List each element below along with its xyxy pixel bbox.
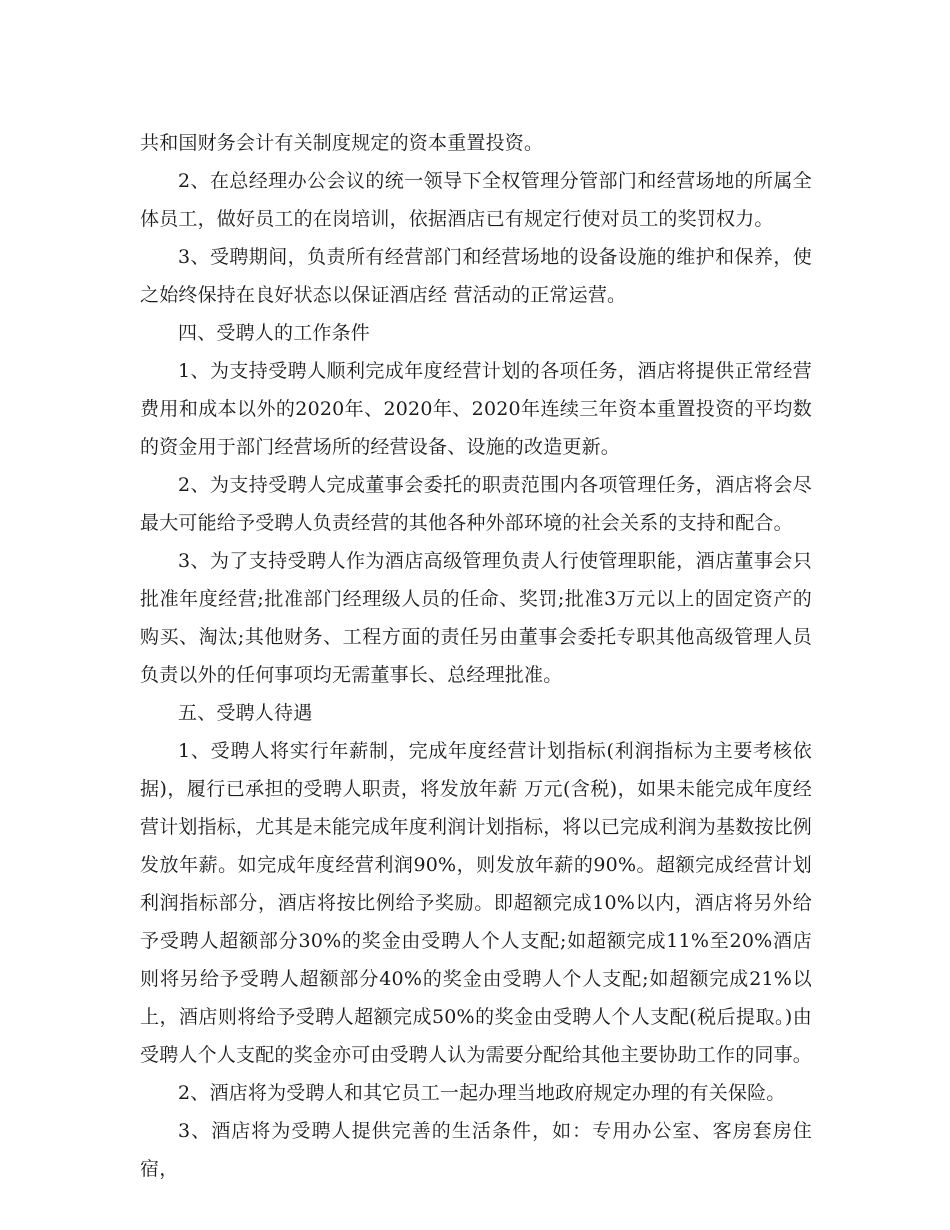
paragraph: 3、受聘期间，负责所有经营部门和经营场地的设备设施的维护和保养，使之始终保持在良好状态以保证酒店经 营活动的正常运营。 (140, 246, 812, 306)
paragraph: 2、为支持受聘人完成董事会委托的职责范围内各项管理任务，酒店将会尽最大可能给予受聘人负责经营的其他各种外部环境的社会关系的支持和配合。 (140, 474, 812, 534)
paragraph: 1、为支持受聘人顺利完成年度经营计划的各项任务，酒店将提供正常经营费用和成本以外的2020年、2020年、2020年连续三年资本重置投资的平均数的资金用于部门经营场所的经营设备、设施的改造更新。 (140, 360, 812, 458)
paragraph: 3、酒店将为受聘人提供完善的生活条件，如：专用办公室、客房套房住宿， (140, 1120, 812, 1180)
section-heading: 五、受聘人待遇 (178, 702, 313, 724)
paragraph: 2、在总经理办公会议的统一领导下全权管理分管部门和经营场地的所属全体员工，做好员工的在岗培训，依据酒店已有规定行使对员工的奖罚权力。 (140, 170, 812, 230)
paragraph: 共和国财务会计有关制度规定的资本重置投资。 (140, 132, 544, 154)
paragraph: 2、酒店将为受聘人和其它员工一起办理当地政府规定办理的有关保险。 (178, 1082, 786, 1104)
section-heading: 四、受聘人的工作条件 (178, 322, 371, 344)
paragraph: 1、受聘人将实行年薪制，完成年度经营计划指标(利润指标为主要考核依据)，履行已承担的受聘人职责，将发放年薪 万元(含税)，如果未能完成年度经营计划指标，尤其是未能完成年度利润计划指标，将以已完成利润为基数按比例发放年薪。如完成年度经营利润90%，则发放年薪的90%。超额完成经营计划利润指标部分，酒店将按比例给予奖励。即超额完成10%以内，酒店将另外给予受聘人超额部分30%的奖金由受聘人个人支配;如超额完成11%至20%酒店则将另给予受聘人超额部分40%的奖金由受聘人个人支配;如超额完成21%以上，酒店则将给予受聘人超额完成50%的奖金由受聘人个人支配(税后提取。)由受聘人个人支配的奖金亦可由受聘人认为需要分配给其他主要协助工作的同事。 (140, 740, 813, 1066)
document-body (140, 124, 812, 1188)
paragraph: 3、为了支持受聘人作为酒店高级管理负责人行使管理职能，酒店董事会只批准年度经营;批准部门经理级人员的任命、奖罚;批准3万元以上的固定资产的购买、淘汰;其他财务、工程方面的责任另由董事会委托专职其他高级管理人员负责以外的任何事项均无需董事长、总经理批准。 (140, 550, 812, 686)
